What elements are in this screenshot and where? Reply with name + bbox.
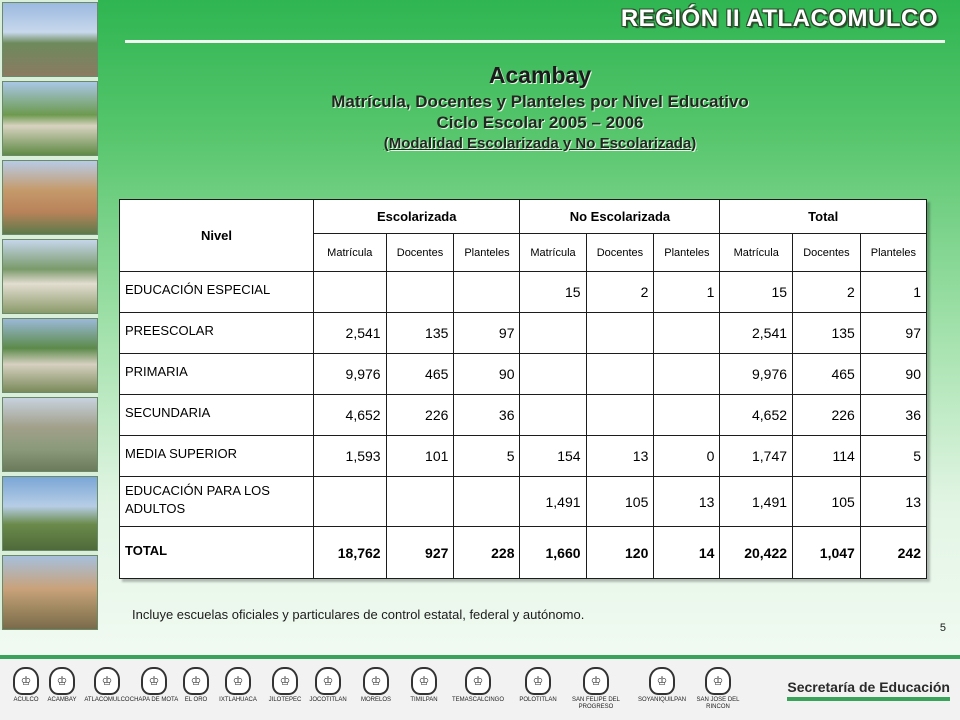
- table-cell: [586, 354, 654, 395]
- group-header-escolarizada: Escolarizada: [314, 200, 520, 234]
- table-cell: [454, 272, 520, 313]
- coat-of-arms-icon: ♔: [225, 667, 251, 695]
- photo-strip: [0, 0, 98, 630]
- photo-hills: [2, 555, 98, 630]
- table-cell: 135: [386, 313, 454, 354]
- logo-san-jose-del-rincon: ♔ SAN JOSE DEL RINCON: [688, 667, 748, 711]
- coat-of-arms-icon: ♔: [411, 667, 437, 695]
- table-cell: 2: [586, 272, 654, 313]
- logo-el-oro: ♔ EL ORO: [166, 667, 226, 704]
- group-header-no-escolarizada: No Escolarizada: [520, 200, 720, 234]
- logo-timilpan: ♔ TIMILPAN: [394, 667, 454, 704]
- table-cell: 36: [860, 395, 926, 436]
- table-cell: [314, 477, 387, 527]
- photo-highway: [2, 2, 98, 77]
- coat-of-arms-icon: ♔: [94, 667, 120, 695]
- total-cell: 228: [454, 527, 520, 579]
- total-cell: 242: [860, 527, 926, 579]
- row-label: SECUNDARIA: [120, 395, 314, 436]
- footnote: Incluye escuelas oficiales y particulares de control estatal, federal y autónomo.: [132, 607, 585, 622]
- table-cell: 4,652: [314, 395, 387, 436]
- subheader-matricula: Matrícula: [314, 234, 387, 272]
- total-cell: 1,047: [793, 527, 861, 579]
- table-cell: 101: [386, 436, 454, 477]
- group-header-total: Total: [720, 200, 927, 234]
- subheader-planteles: Planteles: [454, 234, 520, 272]
- municipality-logos: [8, 667, 748, 720]
- table-cell: 36: [454, 395, 520, 436]
- table-cell: 90: [454, 354, 520, 395]
- table-cell: 105: [793, 477, 861, 527]
- row-label: PRIMARIA: [120, 354, 314, 395]
- municipality-title: Acambay: [488, 62, 592, 88]
- subheader-matricula: Matrícula: [720, 234, 793, 272]
- table-cell: 9,976: [314, 354, 387, 395]
- logo-atlacomulco: ♔ ATLACOMULCO: [77, 667, 137, 704]
- table-cell: 226: [386, 395, 454, 436]
- subheader-planteles: Planteles: [654, 234, 720, 272]
- modality-note: (Modalidad Escolarizada y No Escolarizada): [383, 135, 697, 152]
- table-cell: 13: [860, 477, 926, 527]
- total-cell: 14: [654, 527, 720, 579]
- coat-of-arms-icon: ♔: [49, 667, 75, 695]
- table-cell: [520, 395, 586, 436]
- coat-of-arms-icon: ♔: [141, 667, 167, 695]
- row-label: PREESCOLAR: [120, 313, 314, 354]
- table-cell: 135: [793, 313, 861, 354]
- report-subtitle: Matrícula, Docentes y Planteles por Nivel Educativo: [331, 92, 749, 111]
- table-cell: 226: [793, 395, 861, 436]
- table-cell: 1,593: [314, 436, 387, 477]
- table-cell: 2,541: [314, 313, 387, 354]
- header-divider: [125, 40, 945, 43]
- logo-polotitlan: ♔ POLOTITLAN: [508, 667, 568, 704]
- row-label: EDUCACIÓN PARA LOS ADULTOS: [120, 477, 314, 527]
- photo-church: [2, 160, 98, 235]
- table-row: [120, 436, 927, 477]
- table-cell: [454, 477, 520, 527]
- table-cell: 114: [793, 436, 861, 477]
- table-cell: 154: [520, 436, 586, 477]
- table-cell: 1,491: [520, 477, 586, 527]
- table-cell: 15: [720, 272, 793, 313]
- coat-of-arms-icon: ♔: [315, 667, 341, 695]
- subheader-planteles: Planteles: [860, 234, 926, 272]
- total-cell: 927: [386, 527, 454, 579]
- coat-of-arms-icon: ♔: [363, 667, 389, 695]
- logo-jocotitlan: ♔ JOCOTITLAN: [298, 667, 358, 704]
- total-cell: 20,422: [720, 527, 793, 579]
- photo-columns: [2, 239, 98, 314]
- table-cell: 13: [586, 436, 654, 477]
- coat-of-arms-icon: ♔: [183, 667, 209, 695]
- subheader-docentes: Docentes: [386, 234, 454, 272]
- coat-of-arms-icon: ♔: [13, 667, 39, 695]
- coat-of-arms-icon: ♔: [583, 667, 609, 695]
- coat-of-arms-icon: ♔: [272, 667, 298, 695]
- row-label: MEDIA SUPERIOR: [120, 436, 314, 477]
- table-cell: 5: [860, 436, 926, 477]
- coat-of-arms-icon: ♔: [525, 667, 551, 695]
- total-label: TOTAL: [120, 527, 314, 579]
- total-cell: 18,762: [314, 527, 387, 579]
- logo-temascalcingo: ♔ TEMASCALCINGO: [448, 667, 508, 704]
- photo-arch: [2, 81, 98, 156]
- table-cell: 2: [793, 272, 861, 313]
- table-row: [120, 313, 927, 354]
- region-title: REGIÓN II ATLACOMULCO: [620, 5, 938, 32]
- logo-jilotepec: ♔ JILOTEPEC: [255, 667, 315, 704]
- table-cell: [654, 313, 720, 354]
- row-label: EDUCACIÓN ESPECIAL: [120, 272, 314, 313]
- table-row: [120, 395, 927, 436]
- table-cell: 105: [586, 477, 654, 527]
- table-row: [120, 354, 927, 395]
- logo-acambay: ♔ ACAMBAY: [32, 667, 92, 704]
- table-cell: 465: [386, 354, 454, 395]
- enrollment-table: [119, 199, 927, 579]
- table-cell: [520, 313, 586, 354]
- logo-chapa-de-mota: ♔ CHAPA DE MOTA: [124, 667, 184, 704]
- table-cell: 1,491: [720, 477, 793, 527]
- table-row: [120, 272, 927, 313]
- coat-of-arms-icon: ♔: [465, 667, 491, 695]
- logo-san-felipe-del-progreso: ♔ SAN FELIPE DEL PROGRESO: [566, 667, 626, 711]
- table-cell: [586, 395, 654, 436]
- table-cell: 5: [454, 436, 520, 477]
- table-cell: 0: [654, 436, 720, 477]
- table-cell: [654, 395, 720, 436]
- logo-ixtlahuaca: ♔ IXTLAHUACA: [208, 667, 268, 704]
- table-cell: [520, 354, 586, 395]
- school-cycle: Ciclo Escolar 2005 – 2006: [436, 113, 644, 132]
- title-block: [220, 62, 860, 152]
- subheader-docentes: Docentes: [793, 234, 861, 272]
- table-cell: [386, 272, 454, 313]
- total-row: [120, 527, 927, 579]
- page-number: 5: [939, 622, 946, 634]
- table-cell: 1: [860, 272, 926, 313]
- logo-soyaniquilpan: ♔ SOYANIQUILPAN: [632, 667, 692, 704]
- table-cell: 1,747: [720, 436, 793, 477]
- logo-aculco: ♔ ACULCO: [0, 667, 56, 704]
- total-cell: 120: [586, 527, 654, 579]
- table-cell: 97: [860, 313, 926, 354]
- table-cell: 15: [520, 272, 586, 313]
- subheader-matricula: Matrícula: [520, 234, 586, 272]
- table-cell: 1: [654, 272, 720, 313]
- footer-bar: [0, 655, 960, 720]
- total-cell: 1,660: [520, 527, 586, 579]
- table-cell: 4,652: [720, 395, 793, 436]
- table-row: [120, 477, 927, 527]
- subheader-docentes: Docentes: [586, 234, 654, 272]
- table-cell: 9,976: [720, 354, 793, 395]
- logo-morelos: ♔ MORELOS: [346, 667, 406, 704]
- table-cell: [386, 477, 454, 527]
- coat-of-arms-icon: ♔: [649, 667, 675, 695]
- table-cell: [314, 272, 387, 313]
- coat-of-arms-icon: ♔: [705, 667, 731, 695]
- nivel-header: Nivel: [120, 200, 314, 272]
- table-cell: 2,541: [720, 313, 793, 354]
- table-cell: [654, 354, 720, 395]
- table-cell: [586, 313, 654, 354]
- table-cell: 13: [654, 477, 720, 527]
- table-cell: 97: [454, 313, 520, 354]
- photo-church-tower: [2, 476, 98, 551]
- photo-kiosk: [2, 318, 98, 393]
- agency-label: Secretaría de Educación: [787, 679, 950, 701]
- photo-town-aerial: [2, 397, 98, 472]
- table-cell: 465: [793, 354, 861, 395]
- table-cell: 90: [860, 354, 926, 395]
